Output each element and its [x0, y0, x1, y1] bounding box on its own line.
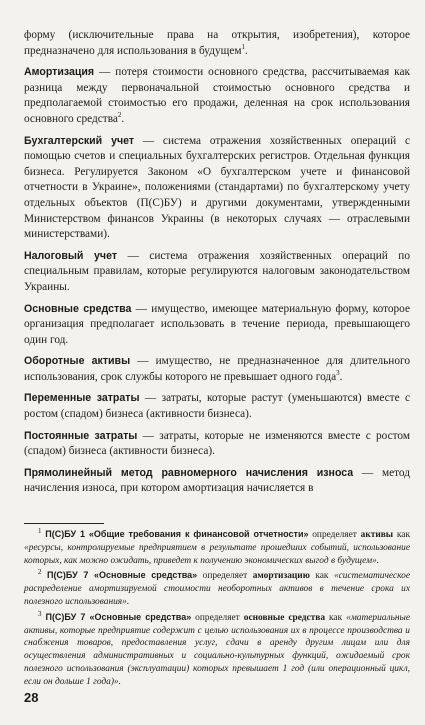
footnote-3: $^3$ П(С)БУ 7 «Основные средства» определяет основные средства как «материальные активы, которые предприятие содержит с целью использования их в процессе производства и снабжения товаров, предоставления услуг, сдачи в аренду другим лицам или для осуществления административных и социально-культурных функций, ожидаемый срок полезного использования (эксплуатации) которых превышает 1 год (или операционный цикл, если он дольше 1 года)». [24, 609, 410, 687]
footnote-ref[interactable]: 1 [241, 42, 245, 51]
glossary-definition: — имущество, имеющее материальную форму, которое организация предполагает использовать в течение периода, превышающего один год. [24, 302, 410, 346]
footnote-source: П(С)БУ 1 «Общие требования к финансовой отчетности» [45, 529, 309, 540]
glossary-term: Основные средства [24, 302, 132, 315]
glossary-term: Оборотные активы [24, 355, 131, 368]
footnote-number: 3 [38, 609, 42, 618]
glossary-definition: — потеря стоимости основного средства, рассчитываемая как разница между первоначальной стоимостью основного средства и предполагаемой стоимостью его продажи, деленная на срок использования основного средства [24, 66, 410, 125]
footnote-number: 2 [38, 568, 42, 577]
footnote-ref[interactable]: 3 [336, 369, 340, 378]
footnote-1: $^1$ П(С)БУ 1 «Общие требования к финансовой отчетности» определяет активы как «ресурсы, контролируемые предприятием в результате прошедших событий, использование которых, как можно ожидать, приведет к получению экономических выгод в будущем». [24, 526, 411, 566]
glossary-term: Бухгалтерский учет [24, 134, 135, 147]
glossary-entry-accounting [24, 134, 410, 243]
glossary-term: Постоянные затраты [24, 429, 138, 442]
glossary-entry-fixed-costs [24, 429, 410, 460]
glossary-term: Амортизация [24, 66, 95, 79]
glossary-entry-straight-line [24, 466, 410, 497]
page-number: 28 [24, 690, 39, 705]
footnote-2: $^2$ П(С)БУ 7 «Основные средства» определяет амортизацию как «систематическое распределение амортизируемой стоимости необоротных активов в течение срока их полезного использования». [24, 568, 411, 608]
glossary-definition: — система отражения хозяйственных операций по специальным правилам, которые регулируются налоговым законодательством Украины. [24, 249, 410, 293]
glossary-definition: — затраты, которые не изменяются вместе с ростом (спадом) бизнеса (активности бизнеса). [24, 429, 410, 458]
glossary-definition: — метод начисления износа, при котором амортизация начисляется в [24, 466, 410, 495]
intro-text: форму (исключительные права на открытия, изобретения), которое предназначено для использования в будущем [24, 29, 410, 57]
glossary-entry-current-assets: Оборотные активы — имущество, не предназначенное для длительного использования, срок службы которого не превышает одного года$^3$. [24, 355, 410, 383]
glossary-definition: — имущество, не предназначенное для длительного использования, срок службы которого не превышает одного года [24, 355, 410, 383]
glossary-definition: — затраты, которые растут (уменьшаются) вместе с ростом (спадом) бизнеса (активности бизнеса). [24, 392, 411, 421]
footnotes [24, 528, 410, 689]
glossary-definition: — система отражения хозяйственных операций с помощью счетов и специальных бухгалтерских регистров. Отдельная функция бизнеса. Регулируется Законом «О бухгалтерском учете и финансовой отчетности в Украине», положениями (стандартами) по бухгалтерскому учету отдельных объектов (П(С)БУ) и другими документами, утвержденными Министерством финансов Украины (в некоторых случаях — отраслевыми министерствами). [24, 134, 410, 241]
intro-paragraph: форму (исключительные права на открытия, изобретения), которое предназначено для использования в будущем$^1$. [24, 29, 410, 57]
glossary-term: Прямолинейный метод равномерного начисления износа [24, 466, 354, 479]
footnote-divider [24, 523, 104, 524]
footnote-source: П(С)БУ 7 «Основные средства» [46, 570, 198, 581]
footnote-source: П(С)БУ 7 «Основные средства» [45, 611, 192, 622]
glossary-entry-tax-accounting [24, 249, 410, 296]
glossary-term: Налоговый учет [24, 249, 118, 262]
footnote-quote: «материальные активы, которые предприятие содержит с целью использования их в процессе производства и снабжения товаров, предоставления услуг, сдачи в аренду другим лицам или для осуществления административных и социально-культурных функций, ожидаемый срок полезного использования (эксплуатации) которых превышает 1 год (или операционный цикл, если он дольше 1 года)». [24, 612, 410, 687]
footnote-quote: «систематическое распределение амортизируемой стоимости необоротных активов в течение срока их полезного использования». [24, 571, 411, 608]
page-body [24, 28, 410, 691]
glossary-entry-amortization: Амортизация — потеря стоимости основного средства, рассчитываемая как разница между первоначальной стоимостью основного средства и предполагаемой стоимостью его продажи, деленная на срок использования основного средства$^2$. [24, 66, 410, 125]
footnote-quote: «ресурсы, контролируемые предприятием в результате прошедших событий, использование которых, как можно ожидать, приведет к получению экономических выгод в будущем». [24, 542, 410, 566]
glossary-entry-variable-costs [24, 391, 410, 422]
footnote-number: 1 [38, 526, 42, 535]
glossary-term: Переменные затраты [24, 392, 140, 405]
glossary-entry-fixed-assets [24, 302, 410, 349]
footnote-ref[interactable]: 2 [117, 111, 122, 120]
